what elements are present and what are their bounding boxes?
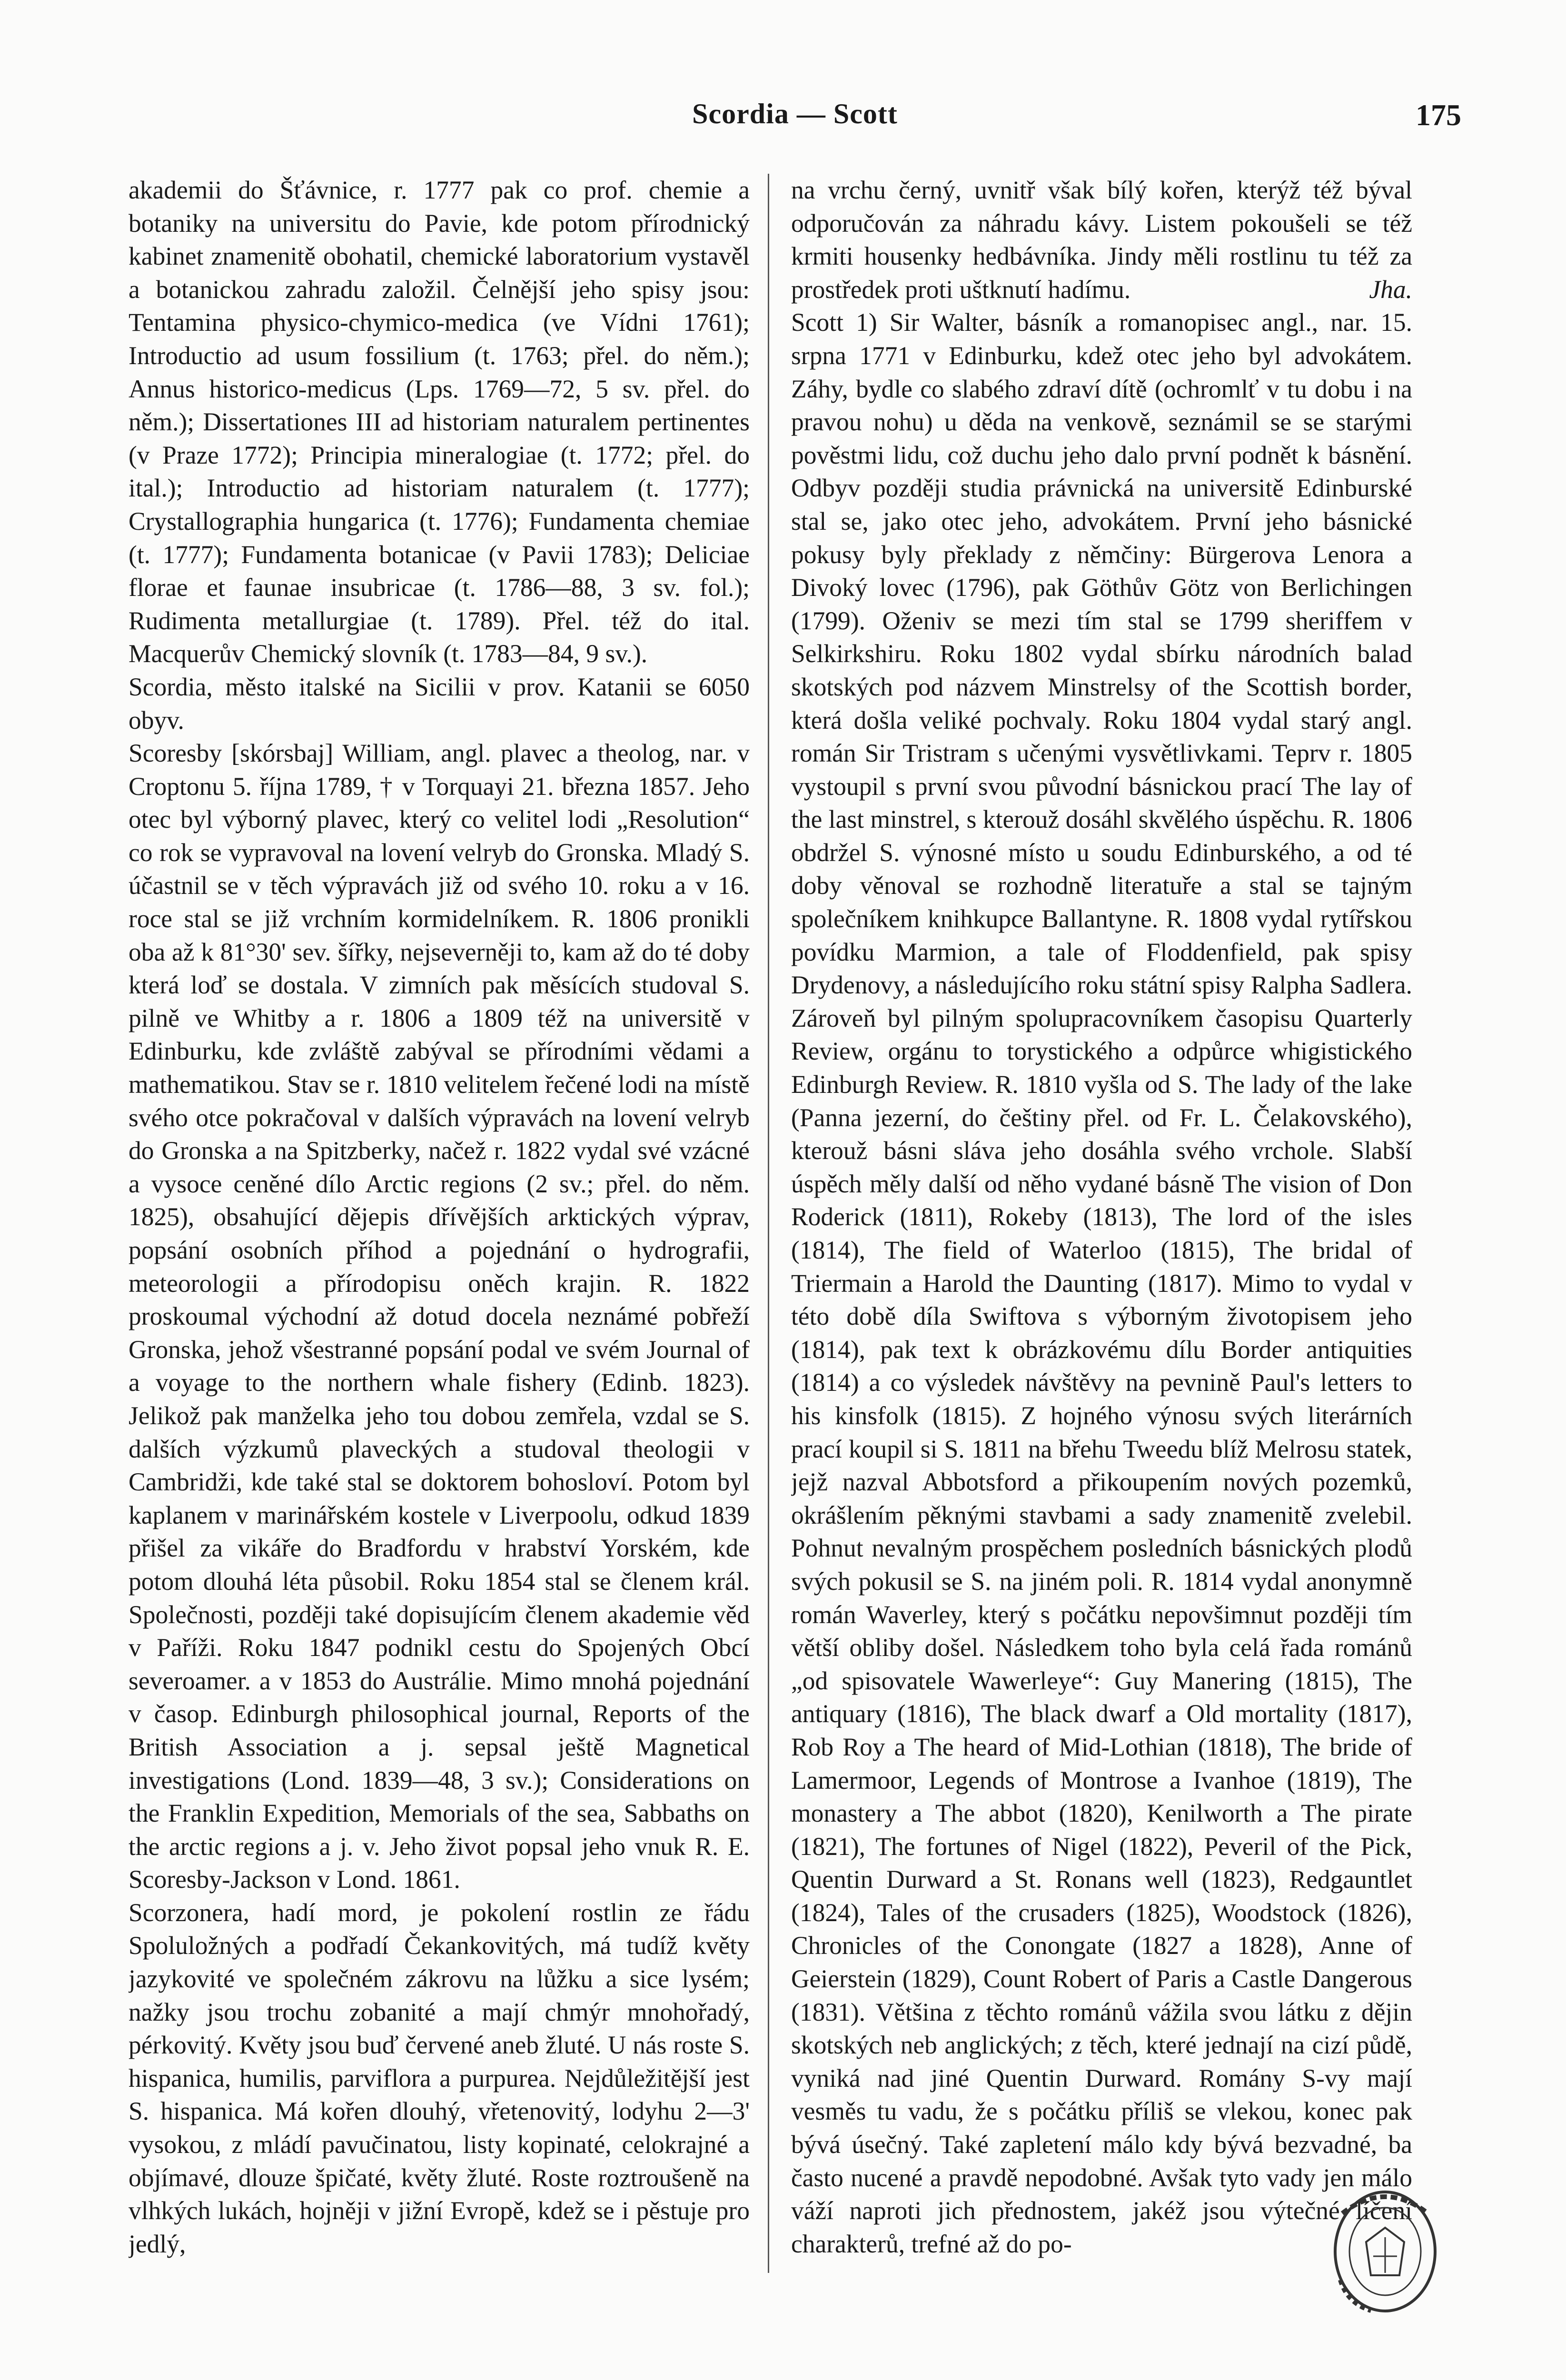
- header-title: Scordia — Scott: [692, 98, 898, 129]
- entry-scordia: Scordia, město italské na Sicilii v prov. Katanii se 6050 obyv.: [129, 672, 750, 734]
- column-divider: [768, 174, 769, 2273]
- entry-scott: Scott 1) Sir Walter, básník a romanopisec angl., nar. 15. srpna 1771 v Edinburku, kdež otec jeho byl advokátem. Záhy, bydle co slabého zdraví dítě (ochromlť v tu dobu i na pravou nohu) u děda na venkově, seznámil se se starými pověstmi lidu, což duchu jeho dalo první podnět k básnění. Odbyv později studia právnická na universitě Edinburské stal se, jako otec jeho, advokátem. První jeho básnické pokusy byly překlady z němčiny: Bürgerova Lenora a Divoký lovec (1796), pak Göthův Götz von Berlichingen (1799). Oženiv se mezi tím stal se 1799 sheriffem v Selkirkshiru. Roku 1802 vydal sbírku národních balad skotských pod názvem Minstrelsy of the Scottish border, která došla veliké pochvaly. Roku 1804 vydal starý angl. román Sir Tristram s učenými vysvětlivkami. Teprv r. 1805 vystoupil s první svou původní básnickou prací The lay of the last minstrel, s kterouž dosáhl skvělého úspěchu. R. 1806 obdržel S. výnosné místo u soudu Edinburského, a od té doby věnoval se rozhodně literatuře a stal se tajným společníkem knihkupce Ballantyne. R. 1808 vydal rytířskou povídku Marmion, a tale of Floddenfield, pak spisy Drydenovy, a následujícího roku státní spisy Ralpha Sadlera. Zároveň byl pilným spolupracovníkem časopisu Quarterly Review, orgánu to torystického a odpůrce whigistického Edinburgh Review. R. 1810 vyšla od S. The lady of the lake (Panna jezerní, do češtiny přel. od Fr. L. Čelakovského), kterouž básni sláva jeho dosáhla svého vrchole. Slabší úspěch měly další od něho vydané básně The vision of Don Roderick (1811), Rokeby (1813), The lord of the isles (1814), The field of Waterloo (1815), The bridal of Triermain a Harold the Daunting (1817). Mimo to vydal v této době díla Swiftova s výborným životopisem jeho (1814), pak text k obrázkovému dílu Border antiquities (1814) a co výsledek návštěvy na pevnině Paul's letters to his kinsfolk (1815). Z hojného výnosu svých literárních prací koupil si S. 1811 na břehu Tweedu blíž Melrosu statek, jejž nazval Abbotsford a přikoupením nových pozemků, okrášlením pěknými stavbami a sady znamenitě zvelebil. Pohnut nevalným prospěchem posledních básnických plodů svých pokusil se S. na jiném poli. R. 1814 vydal anonymně román Waverley, který s počátku nepovšimnut později tím větší obliby došel. Následkem toho byla celá řada románů „od spisovatele Wawerleye“: Guy Manering (1815), The antiquary (1816), The black dwarf a Old mortality (1817), Rob Roy a The heard of Mid-Lothian (1818), The bride of Lamermoor, Legends of Montrose a Ivanhoe (1819), The monastery a The abbot (1820), Kenilworth a The pirate (1821), The fortunes of Nigel (1822), Peveril of the Pick, Quentin Durward a St. Ronans well (1823), Redgauntlet (1824), Tales of the crusaders (1825), Woodstock (1826), Chronicles of the Conongate (1827 a 1828), Anne of Geierstein (1829), Count Robert of Paris a Castle Dangerous (1831). Většina z těchto románů vážila svou látku z dějin skotských neb anglických; z těch, které jednají na cizí půdě, vyniká nad jiné Quentin Durward. Romány S-vy mají vesměs tu vadu, že s počátku příliš se vlekou, konec pak bývá úsečný. Také zapletení málo kdy bývá bezvadné, ba často nucené a pravdě nepodobné. Avšak tyto vady jen málo váží naproti jich přednostem, jakéž jsou výtečné líčení charakterů, trefné až do po-: [791, 308, 1412, 2258]
- library-stamp-icon: [1328, 2185, 1442, 2318]
- author-signature: Jha.: [1369, 275, 1412, 304]
- right-column: [791, 174, 1412, 2301]
- left-column: [129, 174, 750, 2301]
- entry-scorzonera-continued: [791, 174, 1412, 306]
- scorzonera-continued-text: na vrchu černý, uvnitř však bílý kořen, kterýž též býval odporučován za náhradu kávy. Listem pokoušeli se též krmiti housenky hedbávníka. Jindy měli rostlinu tu též za prostředek proti uštknutí hadímu.: [791, 176, 1412, 304]
- entry-scopoli-continued: akademii do Šťávnice, r. 1777 pak co prof. chemie a botaniky na universitu do Pavie, kde potom přírodnický kabinet znamenitě obohatil, chemické laboratorium vystavěl a botanickou zahradu založil. Čelnější jeho spisy jsou: Tentamina physico-chymico-medica (ve Vídni 1761); Introductio ad usum fossilium (t. 1763; přel. do něm.); Annus historico-medicus (Lps. 1769—72, 5 sv. přel. do něm.); Dissertationes III ad historiam naturalem pertinentes (v Praze 1772); Principia mineralogiae (t. 1772; přel. do ital.); Introductio ad historiam naturalem (t. 1777); Crystallographia hungarica (t. 1776); Fundamenta chemiae (t. 1777); Fundamenta botanicae (v Pavii 1783); Deliciae florae et faunae insubricae (t. 1786—88, 3 sv. fol.); Rudimenta metallurgiae (t. 1789). Přel. též do ital. Macquerův Chemický slovník (t. 1783—84, 9 sv.).: [129, 176, 750, 668]
- running-header: [129, 98, 1461, 143]
- page-number: 175: [1416, 98, 1461, 132]
- entry-scorzonera: Scorzonera, hadí mord, je pokolení rostlin ze řádu Spoluložných a podřadí Čekankovitých, má tudíž květy jazykovité ve společném zákrovu na lůžku a sice lysém; nažky jsou trochu zobanité a mají chmýr mnohořadý, pérkovitý. Květy jsou buď červené aneb žluté. U nás roste S. hispanica, humilis, parviflora a purpurea. Nejdůležitější jest S. hispanica. Má kořen dlouhý, vřetenovitý, lodyhu 2—3' vysokou, z mládí pavučinatou, listy kopinaté, celokrajné a objímavé, dlouze špičaté, květy žluté. Roste roztroušeně na vlhkých lukách, hojněji v jižní Evropě, kdež se i pěstuje pro jedlý,: [129, 1898, 750, 2258]
- entry-scoresby: Scoresby [skórsbaj] William, angl. plavec a theolog, nar. v Croptonu 5. října 1789, † v Torquayi 21. března 1857. Jeho otec byl výborný plavec, který co velitel lodi „Resolution“ co rok se vypravoval na lovení velryb do Gronska. Mladý S. účastnil se v těch výpravách již od svého 10. roku a v 16. roce stal se již vrchním kormidelníkem. R. 1806 pronikli oba až k 81°30' sev. šířky, nejseverněji to, kam až do té doby která loď se dostala. V zimních pak měsících studoval S. pilně ve Whitby a r. 1806 a 1809 též na universitě v Edinburku, kde zvláště zabýval se přírodními vědami a mathematikou. Stav se r. 1810 velitelem řečené lodi na místě svého otce pokračoval v dalších výpravách na lovení velryb do Gronska a na Spitzberky, načež r. 1822 vydal své vzácné a vysoce ceněné dílo Arctic regions (2 sv.; přel. do něm. 1825), obsahující dějepis dřívějších arktických výprav, popsání osobních příhod a pojednání o hydrografii, meteorologii a přírodopisu oněch krajin. R. 1822 proskoumal východní až dotud docela neznámé pobřeží Gronska, jehož všestranné popsání podal ve svém Journal of a voyage to the northern whale fishery (Edinb. 1823). Jelikož pak manželka jeho tou dobou zemřela, vzdal se S. dalších výzkumů plaveckých a studoval theologii v Cambridži, kde také stal se doktorem bohosloví. Potom byl kaplanem v marinářském kostele v Liverpoolu, odkud 1839 přišel za vikáře do Bradfordu v hrabství Yorském, kde potom dlouhá léta působil. Roku 1854 stal se členem král. Společnosti, později také dopisujícím členem akademie věd v Paříži. Roku 1847 podnikl cestu do Spojených Obcí severoamer. a v 1853 do Austrálie. Mimo mnohá pojednání v časop. Edinburgh philosophical journal, Reports of the British Association a j. sepsal ještě Magnetical investigations (Lond. 1839—48, 3 sv.); Considerations on the Franklin Expedition, Memorials of the sea, Sabbaths on the arctic regions a j. v. Jeho život popsal jeho vnuk R. E. Scoresby-Jackson v Lond. 1861.: [129, 739, 750, 1894]
